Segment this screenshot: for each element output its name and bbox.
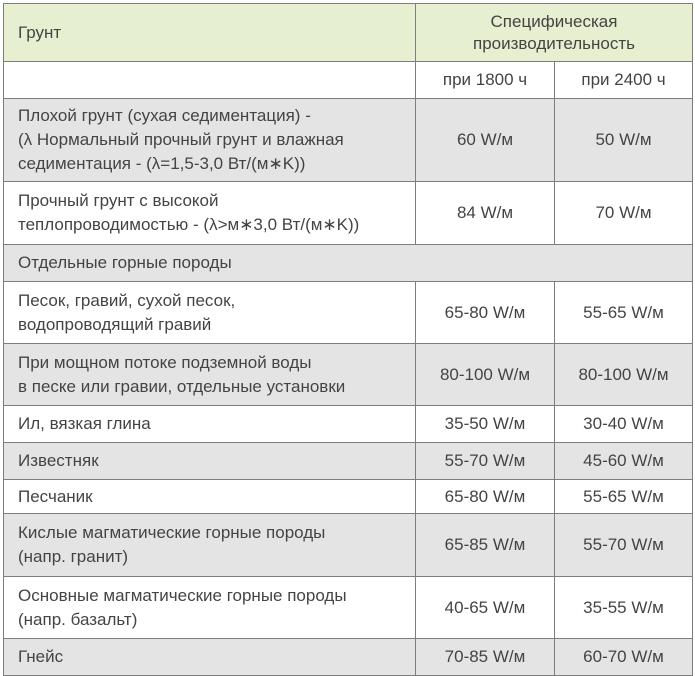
header-specific-output: [416, 4, 693, 62]
soil-line: Кислые магматические горные породы: [18, 523, 326, 542]
value-2400h: 45-60 W/м: [555, 443, 693, 480]
table-row: [4, 282, 693, 344]
soil-line: Песок, гравий, сухой песок,: [18, 290, 236, 310]
soil-line: (напр. гранит): [18, 547, 129, 566]
value-2400h: 70 W/м: [555, 182, 693, 245]
table-row: [4, 480, 693, 514]
value-2400h: 55-65 W/м: [555, 480, 693, 514]
soil-line: Основные магматические горные породы: [18, 585, 347, 605]
value-1800h: 60 W/м: [416, 99, 555, 182]
value-2400h: 55-65 W/м: [555, 282, 693, 344]
value-2400h: 60-70 W/м: [555, 639, 693, 676]
value-2400h: 80-100 W/м: [555, 344, 693, 406]
soil-line: (напр. базальт): [18, 609, 138, 629]
subheader-empty-cell: [4, 62, 416, 99]
soil-line: Плохой грунт (сухая седиментация) -: [18, 106, 311, 125]
soil-cell: Песчаник: [4, 480, 416, 514]
soil-cell: [4, 514, 416, 577]
soil-line: Прочный грунт с высокой: [18, 191, 219, 210]
soil-cell: [4, 282, 416, 344]
header-soil: Грунт: [4, 4, 416, 62]
value-1800h: 65-80 W/м: [416, 480, 555, 514]
value-2400h: 35-55 W/м: [555, 577, 693, 639]
table-row: [4, 577, 693, 639]
soil-cell: Известняк: [4, 443, 416, 480]
soil-cell: [4, 182, 416, 245]
soil-line: (λ Нормальный прочный грунт и влажная: [18, 130, 344, 149]
soil-line: При мощном потоке подземной воды: [18, 352, 312, 372]
value-1800h: 65-85 W/м: [416, 514, 555, 577]
soil-cell: [4, 344, 416, 406]
value-2400h: 30-40 W/м: [555, 406, 693, 443]
value-1800h: 70-85 W/м: [416, 639, 555, 676]
soil-line: седиментация - (λ=1,5-3,0 Вт/(м∗K)): [18, 154, 306, 173]
soil-cell: Ил, вязкая глина: [4, 406, 416, 443]
heat-output-table: [3, 3, 693, 676]
table-row: [4, 344, 693, 406]
table-row: [4, 406, 693, 443]
soil-cell: [4, 577, 416, 639]
value-1800h: 55-70 W/м: [416, 443, 555, 480]
soil-cell: [4, 99, 416, 182]
subheader-2400h: при 2400 ч: [555, 62, 693, 99]
subheader-1800h: при 1800 ч: [416, 62, 555, 99]
section-row: [4, 245, 693, 282]
header-specific-line1: Специфическая: [490, 11, 618, 31]
value-1800h: 84 W/м: [416, 182, 555, 245]
soil-line: водопроводящий гравий: [18, 314, 212, 334]
subheader-row: [4, 62, 693, 99]
soil-line: в песке или гравии, отдельные установки: [18, 376, 346, 396]
value-1800h: 35-50 W/м: [416, 406, 555, 443]
value-1800h: 40-65 W/м: [416, 577, 555, 639]
table-row: [4, 182, 693, 245]
table-row: [4, 514, 693, 577]
soil-cell: Гнейс: [4, 639, 416, 676]
soil-line: теплопроводимостью - (λ>м∗3,0 Вт/(м∗K)): [18, 215, 360, 234]
value-1800h: 80-100 W/м: [416, 344, 555, 406]
value-1800h: 65-80 W/м: [416, 282, 555, 344]
table-row: [4, 639, 693, 676]
section-title: Отдельные горные породы: [4, 245, 693, 282]
header-row: [4, 4, 693, 62]
header-specific-line2: производительность: [473, 33, 635, 53]
table-row: [4, 99, 693, 182]
value-2400h: 55-70 W/м: [555, 514, 693, 577]
value-2400h: 50 W/м: [555, 99, 693, 182]
table-row: [4, 443, 693, 480]
